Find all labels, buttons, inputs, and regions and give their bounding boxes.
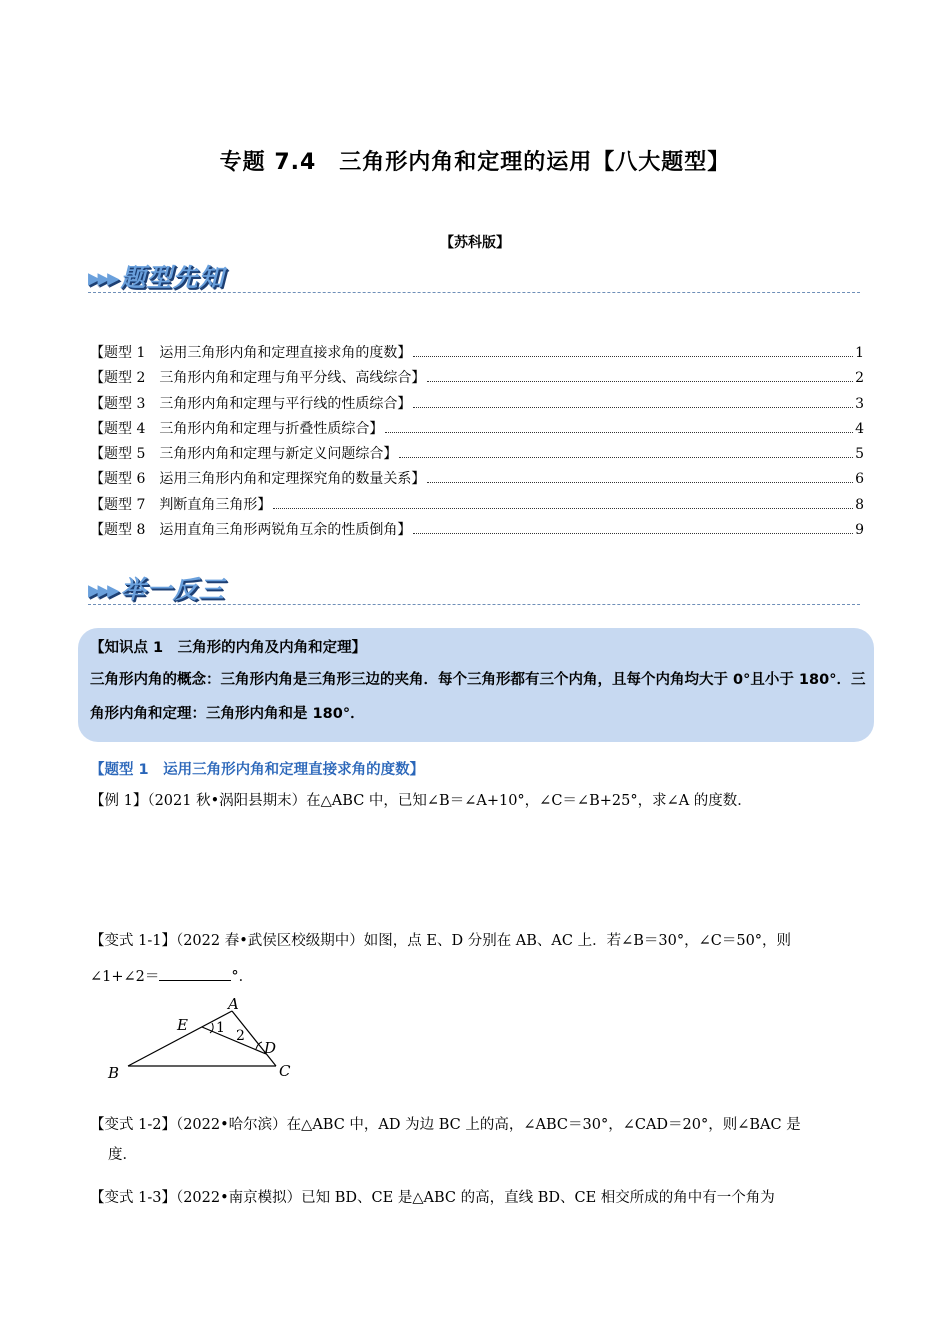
variant-1-1-line1: 【变式 1-1】（2022 春•武侯区校级期中）如图，点 E、D 分别在 AB、AC 上．若∠B＝30°，∠C＝50°，则 [90, 933, 792, 949]
document-title: 专题 7.4 三角形内角和定理的运用【八大题型】 [219, 150, 731, 175]
variant-1-2 [90, 1110, 866, 1170]
toc-leader [273, 508, 853, 509]
toc-item-label: 【题型 3 三角形内角和定理与平行线的性质综合】 [90, 395, 412, 412]
divider-dashed [88, 604, 860, 605]
knowledge-title: 【知识点 1 三角形的内角及内角和定理】 [90, 640, 367, 656]
label-a: A [228, 996, 239, 1013]
toc-item-label: 【题型 5 三角形内角和定理与新定义问题综合】 [90, 446, 398, 463]
question-type-heading: 【题型 1 运用三角形内角和定理直接求角的度数】 [90, 762, 425, 778]
label-angle-1: 1 [216, 1020, 225, 1036]
toc-leader [399, 457, 853, 458]
toc-item-label: 【题型 7 判断直角三角形】 [90, 496, 272, 513]
toc-item-label: 【题型 4 三角形内角和定理与折叠性质综合】 [90, 420, 384, 437]
toc-item[interactable] [90, 494, 864, 519]
toc-leader [427, 482, 853, 483]
banner-arrows-icon: ▸▸▸ [88, 575, 117, 604]
triangle-figure [104, 996, 304, 1086]
toc-leader [427, 381, 853, 382]
variant-1-1-unit: °． [231, 969, 254, 985]
toc-item-page: 5 [855, 446, 864, 463]
toc-item-page: 1 [855, 345, 864, 361]
toc-item[interactable] [90, 519, 864, 544]
toc-item-label: 【题型 8 运用直角三角形两锐角互余的性质倒角】 [90, 522, 412, 539]
toc-item-page: 9 [855, 522, 864, 539]
toc-leader [413, 356, 853, 357]
label-angle-2: 2 [236, 1028, 245, 1044]
toc-item[interactable] [90, 443, 864, 468]
knowledge-text: 三角形内角的概念：三角形内角是三角形三边的夹角．每个三角形都有三个内角，且每个内角均大于 0°且小于 180°．三角形内角和定理：三角形内角和是 180°． [90, 672, 866, 722]
example-1: 【例 1】（2021 秋•涡阳县期末）在△ABC 中，已知∠B＝∠A+10°，∠C＝∠B+25°，求∠A 的度数． [90, 793, 752, 809]
banner-arrows-icon: ▸▸▸ [88, 263, 117, 292]
toc-item-page: 8 [855, 496, 864, 513]
toc-item-page: 6 [855, 471, 864, 488]
edition-label: 【苏科版】 [440, 235, 510, 251]
toc-item-label: 【题型 6 运用三角形内角和定理探究角的数量关系】 [90, 471, 426, 488]
divider-dashed [88, 292, 860, 293]
toc-leader [413, 533, 853, 534]
toc-item-page: 3 [855, 395, 864, 412]
toc-item[interactable] [90, 393, 864, 418]
variant-1-1-expr: ∠1+∠2＝ [90, 969, 160, 985]
variant-1-1-line2 [90, 962, 866, 992]
table-of-contents [90, 342, 864, 544]
toc-leader [385, 432, 853, 433]
toc-item-page: 4 [855, 420, 864, 437]
toc-item[interactable] [90, 342, 864, 367]
variant-1-1 [90, 926, 866, 992]
toc-item[interactable] [90, 468, 864, 493]
answer-blank[interactable] [159, 966, 231, 981]
label-b: B [108, 1064, 120, 1082]
variant-1-3: 【变式 1-3】（2022•南京模拟）已知 BD、CE 是△ABC 的高，直线 BD、CE 相交所成的角中有一个角为 [90, 1190, 775, 1206]
label-c: C [279, 1062, 291, 1080]
toc-item[interactable] [90, 367, 864, 392]
toc-item-label: 【题型 2 三角形内角和定理与角平分线、高线综合】 [90, 370, 426, 387]
label-d: D [264, 1039, 277, 1057]
banner-practice-text: 举一反三 [120, 575, 225, 604]
variant-1-2-line2: 度． [108, 1147, 137, 1163]
variant-1-2-line1: 【变式 1-2】（2022•哈尔滨）在△ABC 中，AD 为边 BC 上的高，∠ABC＝30°，∠CAD＝20°，则∠BAC 是 [90, 1117, 801, 1133]
toc-item[interactable] [90, 418, 864, 443]
toc-item-label: 【题型 1 运用三角形内角和定理直接求角的度数】 [90, 345, 412, 361]
toc-leader [413, 407, 853, 408]
banner-preview-text: 题型先知 [120, 263, 225, 292]
label-e: E [177, 1016, 188, 1034]
toc-item-page: 2 [855, 370, 864, 387]
